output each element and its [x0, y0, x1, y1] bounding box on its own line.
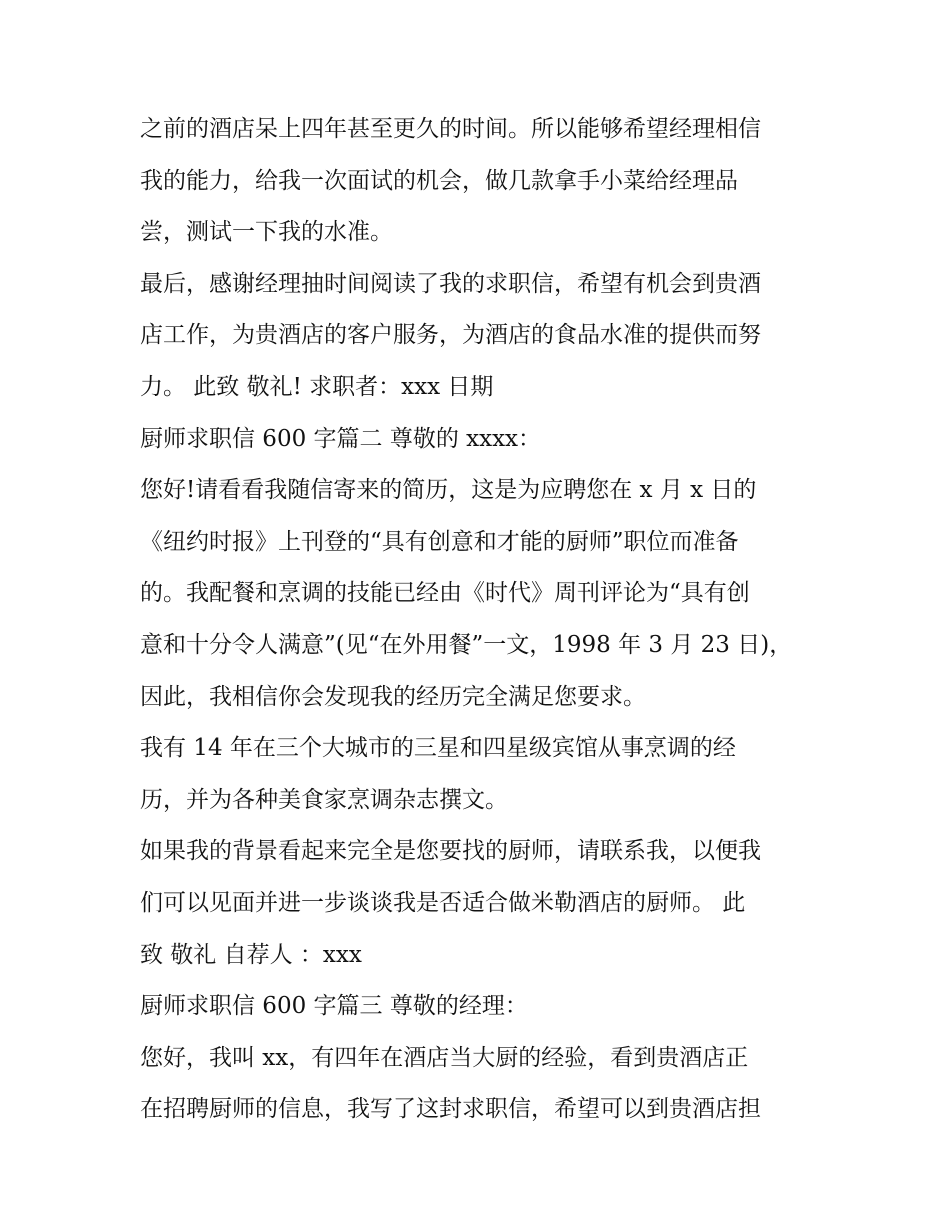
text-line: 在招聘厨师的信息，我写了这封求职信，希望可以到贵酒店担 [140, 1096, 761, 1123]
text-line: 最后，感谢经理抽时间阅读了我的求职信，希望有机会到贵酒 [140, 270, 761, 297]
text-line: 因此，我相信你会发现我的经历完全满足您要求。 [140, 683, 646, 710]
text-line: 历，并为各种美食家烹调杂志撰文。 [140, 786, 508, 813]
text-line: 如果我的背景看起来完全是您要找的厨师，请联系我，以便我 [140, 838, 761, 865]
text-line: 力。 此致 敬礼! 求职者：xxx 日期 [140, 373, 494, 400]
text-line: 我的能力，给我一次面试的机会，做几款拿手小菜给经理品 [140, 167, 738, 194]
text-line: 《纽约时报》上刊登的“具有创意和才能的厨师”职位而准备 [140, 528, 739, 555]
document-body [140, 104, 830, 1136]
text-line: 您好!请看看我随信寄来的简历，这是为应聘您在 x 月 x 日的 [140, 477, 757, 504]
text-line: 尝，测试一下我的水准。 [140, 219, 393, 246]
section-heading: 厨师求职信 600 字篇二 尊敬的 xxxx： [140, 425, 542, 452]
text-line: 意和十分令人满意”(见“在外用餐”一文，1998 年 3 月 23 日)， [140, 631, 793, 658]
section-heading: 厨师求职信 600 字篇三 尊敬的经理： [140, 993, 528, 1020]
text-line: 之前的酒店呆上四年甚至更久的时间。所以能够希望经理相信 [140, 116, 761, 142]
text-line: 致 敬礼 自荐人 ：xxx [140, 941, 362, 968]
text-line: 我有 14 年在三个大城市的三星和四星级宾馆从事烹调的经 [140, 735, 736, 762]
text-line: 的。我配餐和烹调的技能已经由《时代》周刊评论为“具有创 [140, 580, 750, 607]
text-line: 您好，我叫 xx，有四年在酒店当大厨的经验，看到贵酒店正 [140, 1044, 749, 1071]
text-line: 们可以见面并进一步谈谈我是否适合做米勒酒店的厨师。 此 [140, 889, 746, 916]
text-line: 店工作，为贵酒店的客户服务，为酒店的食品水准的提供而努 [140, 322, 761, 349]
